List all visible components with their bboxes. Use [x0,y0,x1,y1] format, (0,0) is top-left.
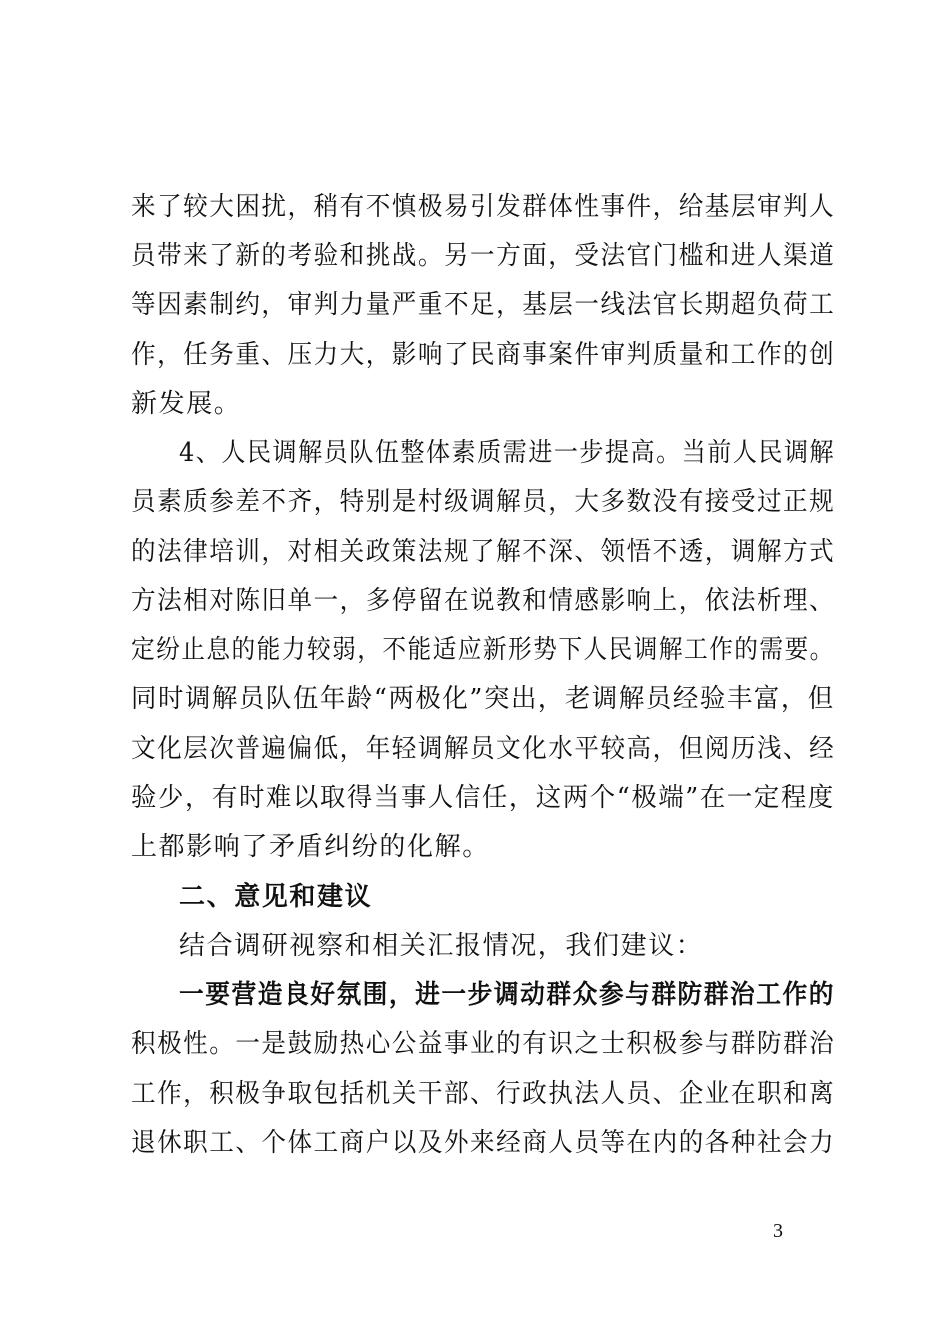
body-line: 文化层次普遍偏低，年轻调解员文化水平较高，但阅历浅、经 [131,734,836,764]
body-line: 同时调解员队伍年龄“两极化”突出，老调解员经验丰富，但 [131,684,835,714]
body-line: 来了较大困扰，稍有不慎极易引发群体性事件，给基层审判人 [131,192,836,222]
body-line: 定纷止息的能力较弱，不能适应新形势下人民调解工作的需要。 [131,635,835,665]
section-heading: 二、意见和建议 [179,882,373,912]
body-line: 结合调研视察和相关汇报情况，我们建议： [179,931,704,961]
body-line: 员素质参差不齐，特别是村级调解员，大多数没有接受过正规 [131,487,836,517]
body-line: 工作，积极争取包括机关干部、行政执法人员、企业在职和离 [131,1079,836,1109]
body-line: 方法相对陈旧单一，多停留在说教和情感影响上，依法析理、 [131,586,836,616]
body-line: 新发展。 [131,389,242,419]
page-number: 3 [773,1220,783,1242]
body-line: 作，任务重、压力大，影响了民商事案件审判质量和工作的创 [131,340,836,370]
body-line: 验少，有时难以取得当事人信任，这两个“极端”在一定程度 [131,783,835,813]
body-line: 退休职工、个体工商户以及外来经商人员等在内的各种社会力 [131,1128,836,1158]
body-line: 的法律培训，对相关政策法规了解不深、领悟不透，调解方式 [131,537,836,567]
body-line: 上都影响了矛盾纠纷的化解。 [131,832,490,862]
body-line: 积极性。一是鼓励热心公益事业的有识之士积极参与群防群治 [131,1029,836,1059]
subheading-line: 一要营造良好氛围，进一步调动群众参与群防群治工作的 [179,980,836,1010]
body-line: 员带来了新的考验和挑战。另一方面，受法官门槛和进人渠道 [131,241,836,271]
body-line: 等因素制约，审判力量严重不足，基层一线法官长期超负荷工 [131,290,836,320]
paragraph-heading-line: 4、人民调解员队伍整体素质需进一步提高。当前人民调解 [179,438,836,468]
